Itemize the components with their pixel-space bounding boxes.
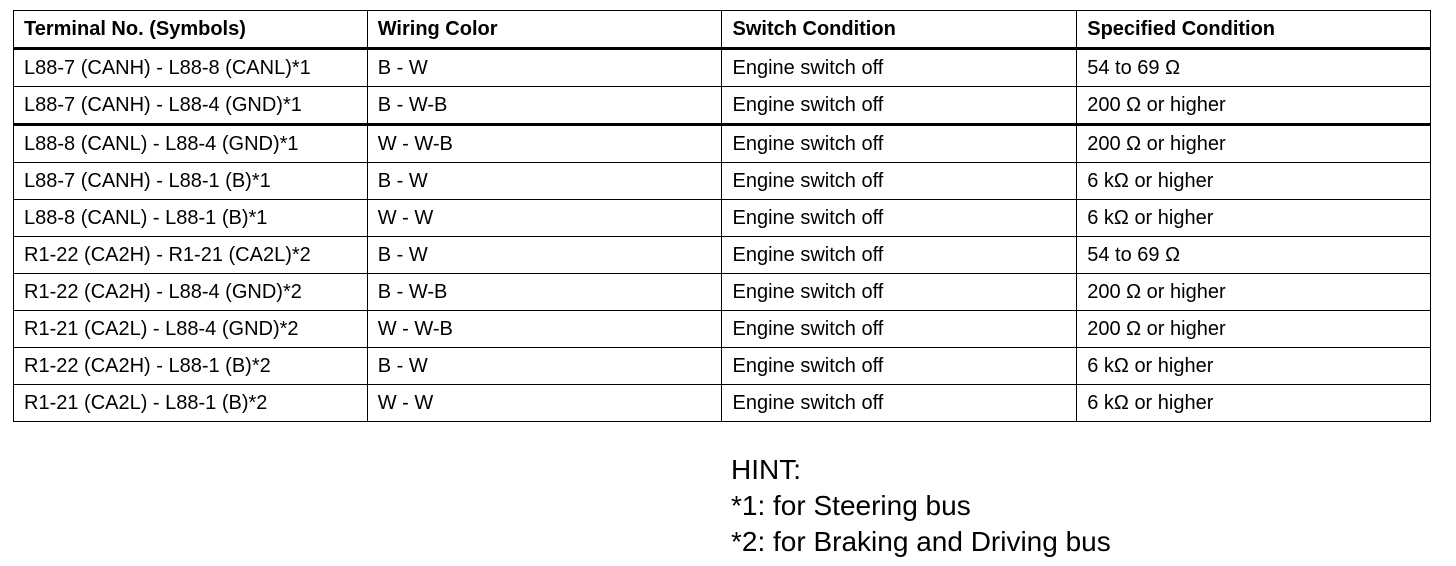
table-row [14, 311, 1431, 348]
resistance-spec-table [13, 10, 1431, 422]
cell-specified-condition: 200 Ω or higher [1077, 274, 1431, 311]
cell-wiring-color: W - W [367, 385, 722, 422]
header-switch-condition: Switch Condition [722, 11, 1077, 49]
table-row [14, 125, 1431, 163]
cell-terminal: R1-22 (CA2H) - L88-4 (GND)*2 [14, 274, 368, 311]
cell-switch-condition: Engine switch off [722, 237, 1077, 274]
cell-specified-condition: 6 kΩ or higher [1077, 200, 1431, 237]
hint-note-2: *2: for Braking and Driving bus [731, 526, 1111, 557]
cell-terminal: L88-7 (CANH) - L88-4 (GND)*1 [14, 87, 368, 125]
cell-specified-condition: 200 Ω or higher [1077, 87, 1431, 125]
cell-switch-condition: Engine switch off [722, 49, 1077, 87]
cell-wiring-color: W - W [367, 200, 722, 237]
cell-terminal: R1-22 (CA2H) - R1-21 (CA2L)*2 [14, 237, 368, 274]
cell-specified-condition: 6 kΩ or higher [1077, 385, 1431, 422]
cell-switch-condition: Engine switch off [722, 163, 1077, 200]
cell-terminal: R1-22 (CA2H) - L88-1 (B)*2 [14, 348, 368, 385]
table-row [14, 237, 1431, 274]
cell-specified-condition: 6 kΩ or higher [1077, 348, 1431, 385]
table-row [14, 200, 1431, 237]
cell-specified-condition: 200 Ω or higher [1077, 311, 1431, 348]
cell-switch-condition: Engine switch off [722, 274, 1077, 311]
cell-terminal: R1-21 (CA2L) - L88-4 (GND)*2 [14, 311, 368, 348]
cell-wiring-color: B - W-B [367, 87, 722, 125]
cell-wiring-color: B - W [367, 348, 722, 385]
header-specified-condition: Specified Condition [1077, 11, 1431, 49]
header-terminal: Terminal No. (Symbols) [14, 11, 368, 49]
hint-block [731, 452, 1111, 560]
header-row [14, 11, 1431, 49]
hint-note-1: *1: for Steering bus [731, 490, 971, 521]
cell-specified-condition: 54 to 69 Ω [1077, 49, 1431, 87]
cell-wiring-color: B - W [367, 237, 722, 274]
cell-switch-condition: Engine switch off [722, 200, 1077, 237]
table-row [14, 348, 1431, 385]
cell-switch-condition: Engine switch off [722, 311, 1077, 348]
table-row [14, 274, 1431, 311]
cell-terminal: L88-8 (CANL) - L88-4 (GND)*1 [14, 125, 368, 163]
cell-wiring-color: W - W-B [367, 125, 722, 163]
cell-wiring-color: B - W-B [367, 274, 722, 311]
cell-wiring-color: B - W [367, 163, 722, 200]
cell-specified-condition: 6 kΩ or higher [1077, 163, 1431, 200]
table-header [14, 11, 1431, 49]
cell-terminal: L88-7 (CANH) - L88-8 (CANL)*1 [14, 49, 368, 87]
cell-terminal: L88-7 (CANH) - L88-1 (B)*1 [14, 163, 368, 200]
cell-wiring-color: B - W [367, 49, 722, 87]
cell-terminal: R1-21 (CA2L) - L88-1 (B)*2 [14, 385, 368, 422]
table-row [14, 49, 1431, 87]
header-wiring-color: Wiring Color [367, 11, 722, 49]
cell-specified-condition: 200 Ω or higher [1077, 125, 1431, 163]
table-row [14, 87, 1431, 125]
table-body [14, 49, 1431, 422]
cell-terminal: L88-8 (CANL) - L88-1 (B)*1 [14, 200, 368, 237]
table-row [14, 163, 1431, 200]
table-row [14, 385, 1431, 422]
cell-switch-condition: Engine switch off [722, 87, 1077, 125]
cell-wiring-color: W - W-B [367, 311, 722, 348]
cell-specified-condition: 54 to 69 Ω [1077, 237, 1431, 274]
cell-switch-condition: Engine switch off [722, 348, 1077, 385]
cell-switch-condition: Engine switch off [722, 385, 1077, 422]
hint-title: HINT: [731, 454, 801, 485]
cell-switch-condition: Engine switch off [722, 125, 1077, 163]
